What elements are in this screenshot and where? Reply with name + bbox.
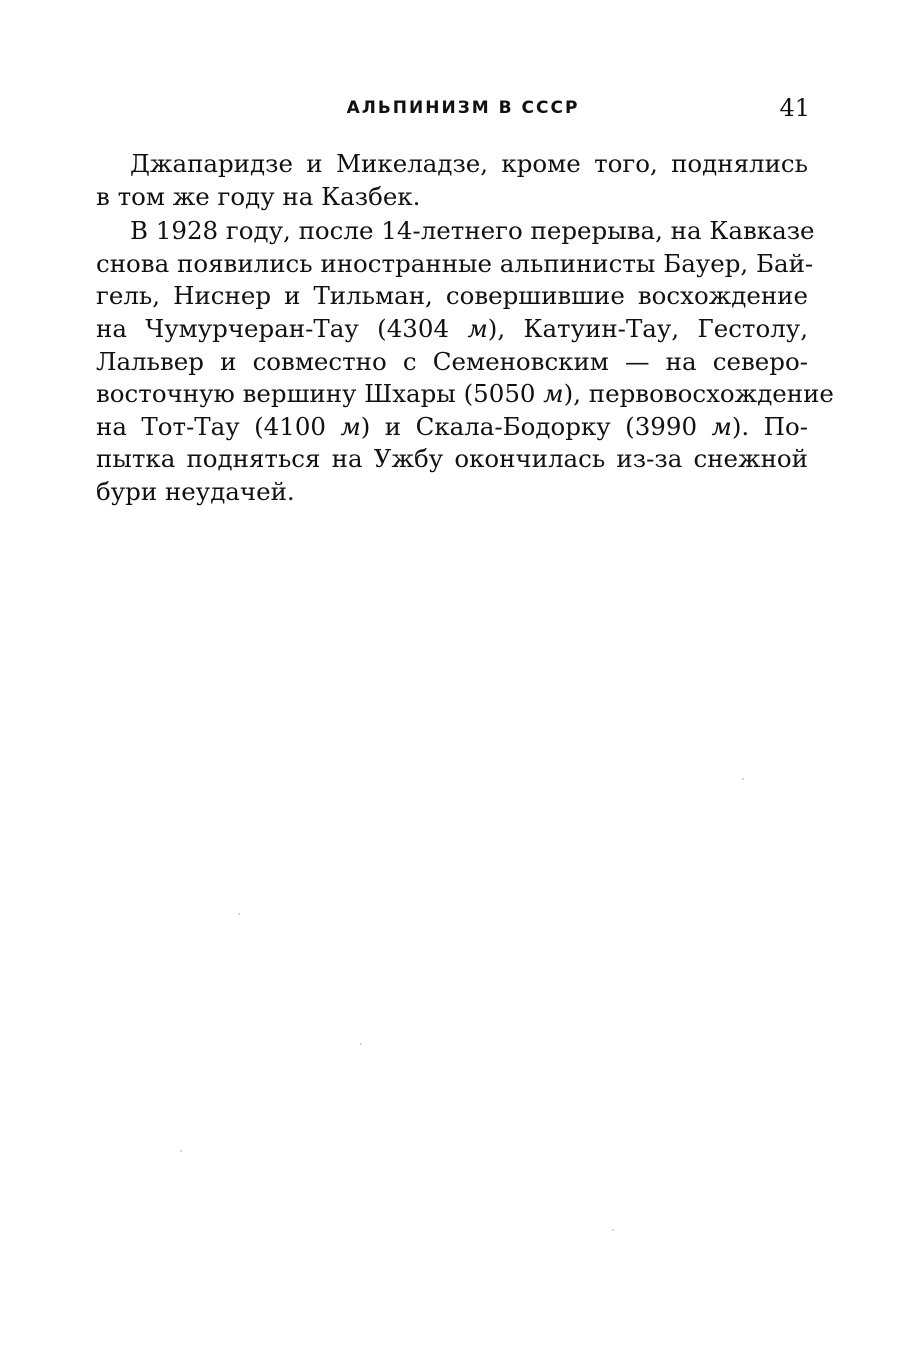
text-line: пытка подняться на Ужбу окончилась из-за снежной: [96, 444, 808, 474]
unit-meters: м: [711, 411, 732, 441]
paper-speck: [360, 1043, 362, 1045]
text-line: гель, Ниснер и Тильман, совершившие восхождение: [96, 281, 808, 311]
text-line: в том же году на Казбек.: [96, 181, 421, 211]
running-title: АЛЬПИНИЗМ В СССР: [346, 98, 580, 118]
text-line: восточную вершину Шхары (5050 м), первовосхождение: [96, 379, 834, 409]
paragraph-1: [96, 148, 808, 213]
text-line: В 1928 году, после 14-летнего перерыва, на Кавказе: [130, 216, 815, 246]
text-line: на Тот-Тау (4100 м) и Скала-Бодорку (3990 м). По-: [96, 411, 808, 441]
unit-meters: м: [467, 313, 488, 343]
page-number: 41: [779, 94, 810, 122]
text-line: Джапаридзе и Микеладзе, кроме того, поднялись: [130, 149, 808, 178]
unit-meters: м: [340, 411, 361, 441]
paper-speck: [180, 1150, 182, 1152]
paper-speck: [612, 1229, 614, 1231]
text-line: снова появились иностранные альпинисты Бауер, Бай-: [96, 248, 814, 278]
paper-speck: [238, 913, 240, 915]
text-line: Лальвер и совместно с Семеновским — на северо-: [96, 346, 808, 376]
paper-speck: [742, 778, 744, 780]
paragraph-2: [96, 215, 834, 508]
body-text: [96, 148, 834, 509]
text-line: бури неудачей.: [96, 476, 295, 506]
text-line: на Чумурчеран-Тау (4304 м), Катуин-Тау, Гестолу,: [96, 313, 808, 343]
unit-meters: м: [543, 379, 564, 409]
running-header: [96, 96, 810, 126]
